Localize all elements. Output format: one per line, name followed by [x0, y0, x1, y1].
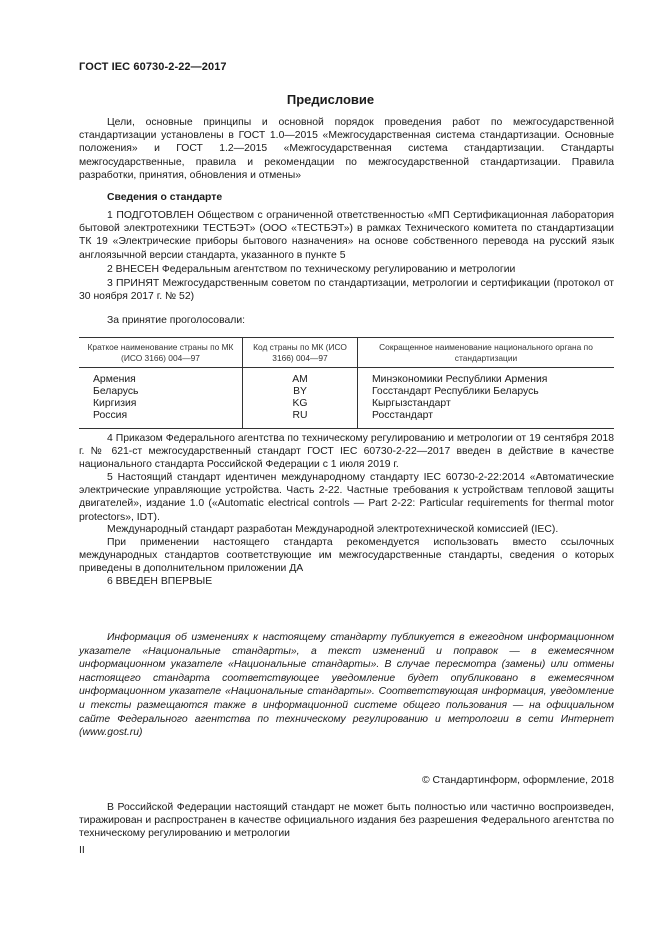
- copyright-line: © Стандартинформ, оформление, 2018: [421, 775, 614, 786]
- country-cell: Киргизия: [93, 398, 137, 409]
- reproduction-notice: В Российской Федерации настоящий стандарт не может быть полностью или частично воспроизведен, тиражирован и распространен в качестве официального издания без разрешения Федерального агентства по техническому регулированию и метрологии: [79, 802, 614, 840]
- column-header-code: Код страны по МК (ИСО 3166) 004—97: [243, 338, 358, 368]
- item-2-paragraph: 2 ВНЕСЕН Федеральным агентством по техническому регулированию и метрологии: [107, 264, 516, 275]
- country-cell: Армения: [93, 374, 136, 385]
- table-row: [79, 386, 614, 398]
- organization-cell: Росстандарт: [358, 410, 615, 429]
- intro-paragraph: Цели, основные принципы и основной порядок проведения работ по межгосударственной стандартизации установлены в ГОСТ 1.0—2015 «Межгосударственная система стандартизации. Основные положения» и ГОСТ 1.2—2015 «Межгосударственная система стандартизации. Стандарты межгосударственные, правила и рекомендации по межгосударственной стандартизации. Правила разработки, принятия, обновления и отмены»: [79, 117, 614, 181]
- table-row: [79, 410, 614, 429]
- table-row: [79, 368, 614, 387]
- code-cell: AM: [243, 368, 358, 387]
- item-4-paragraph: 4 Приказом Федерального агентства по техническому регулированию и метрологии от 19 сентября 2018 г. № 621-ст межгосударственный стандарт ГОСТ IEC 60730-2-22—2017 введен в действие в качестве национального стандарта Российской Федерации с 1 июля 2019 г.: [79, 433, 614, 471]
- country-cell: Беларусь: [93, 386, 139, 397]
- standard-code-header: ГОСТ IEC 60730-2-22—2017: [79, 61, 227, 73]
- organization-cell: Госстандарт Республики Беларусь: [358, 386, 615, 398]
- page-number: II: [79, 845, 85, 856]
- voting-countries-table: [79, 337, 614, 429]
- code-cell: BY: [243, 386, 358, 398]
- table-header-row: [79, 338, 614, 368]
- column-header-organization: Сокращенное наименование национального органа по стандартизации: [358, 338, 615, 368]
- item-3-paragraph: 3 ПРИНЯТ Межгосударственным советом по стандартизации, метрологии и сертификации (протокол от 30 ноября 2017 г. № 52): [79, 278, 614, 303]
- item-6-paragraph: 6 ВВЕДЕН ВПЕРВЫЕ: [107, 576, 213, 587]
- references-note-paragraph: При применении настоящего стандарта рекомендуется использовать вместо ссылочных международных стандартов соответствующие им межгосударственные стандарты, сведения о которых приведены в дополнительном приложении ДА: [79, 537, 614, 575]
- page-title: Предисловие: [286, 92, 375, 107]
- code-cell: RU: [243, 410, 358, 429]
- voted-label: За принятие проголосовали:: [107, 315, 246, 326]
- country-cell: Россия: [79, 410, 243, 429]
- code-cell: KG: [243, 398, 358, 410]
- table-row: [79, 398, 614, 410]
- changes-information-notice: Информация об изменениях к настоящему стандарту публикуется в ежегодном информационном указателе «Национальные стандарты», а текст изменений и поправок — в ежемесячном информационном указателе «Национальные стандарты». В случае пересмотра (замены) или отмены настоящего стандарта соответствующее уведомление будет опубликовано в ежемесячном информационном указателе «Национальные стандарты». Соответствующая информация, уведомление и тексты размещаются также в информационной системе общего пользования — на официальном сайте Федерального агентства по техническому регулированию и метрологии в сети Интернет (www.gost.ru): [79, 632, 614, 739]
- item-5-paragraph: 5 Настоящий стандарт идентичен международному стандарту IEC 60730-2-22:2014 «Автоматические электрические управляющие устройства. Часть 2-22. Частные требования к устройствам тепловой защиты двигателей», издание 1.0 («Automatic electrical controls — Part 2-22: Particular requirements for thermal motor protectors», IDT).: [79, 472, 614, 523]
- organization-cell: Минэкономики Республики Армения: [358, 368, 615, 387]
- organization-cell: Кыргызстандарт: [358, 398, 615, 410]
- column-header-country: Краткое наименование страны по МК (ИСО 3166) 004—97: [79, 338, 243, 368]
- info-heading: Сведения о стандарте: [107, 192, 223, 203]
- item-1-paragraph: 1 ПОДГОТОВЛЕН Обществом с ограниченной ответственностью «МП Сертификационная лаборатория бытовой электротехники ТЕСТБЭТ» (ООО «ТЕСТБЭТ») в рамках Технического комитета по стандартизации ТК 19 «Электрические приборы бытового назначения» на основе собственного перевода на русский язык англоязычной версии стандарта, указанного в пункте 5: [79, 210, 614, 261]
- iec-note-paragraph: Международный стандарт разработан Международной электротехнической комиссией (IEC).: [107, 524, 559, 535]
